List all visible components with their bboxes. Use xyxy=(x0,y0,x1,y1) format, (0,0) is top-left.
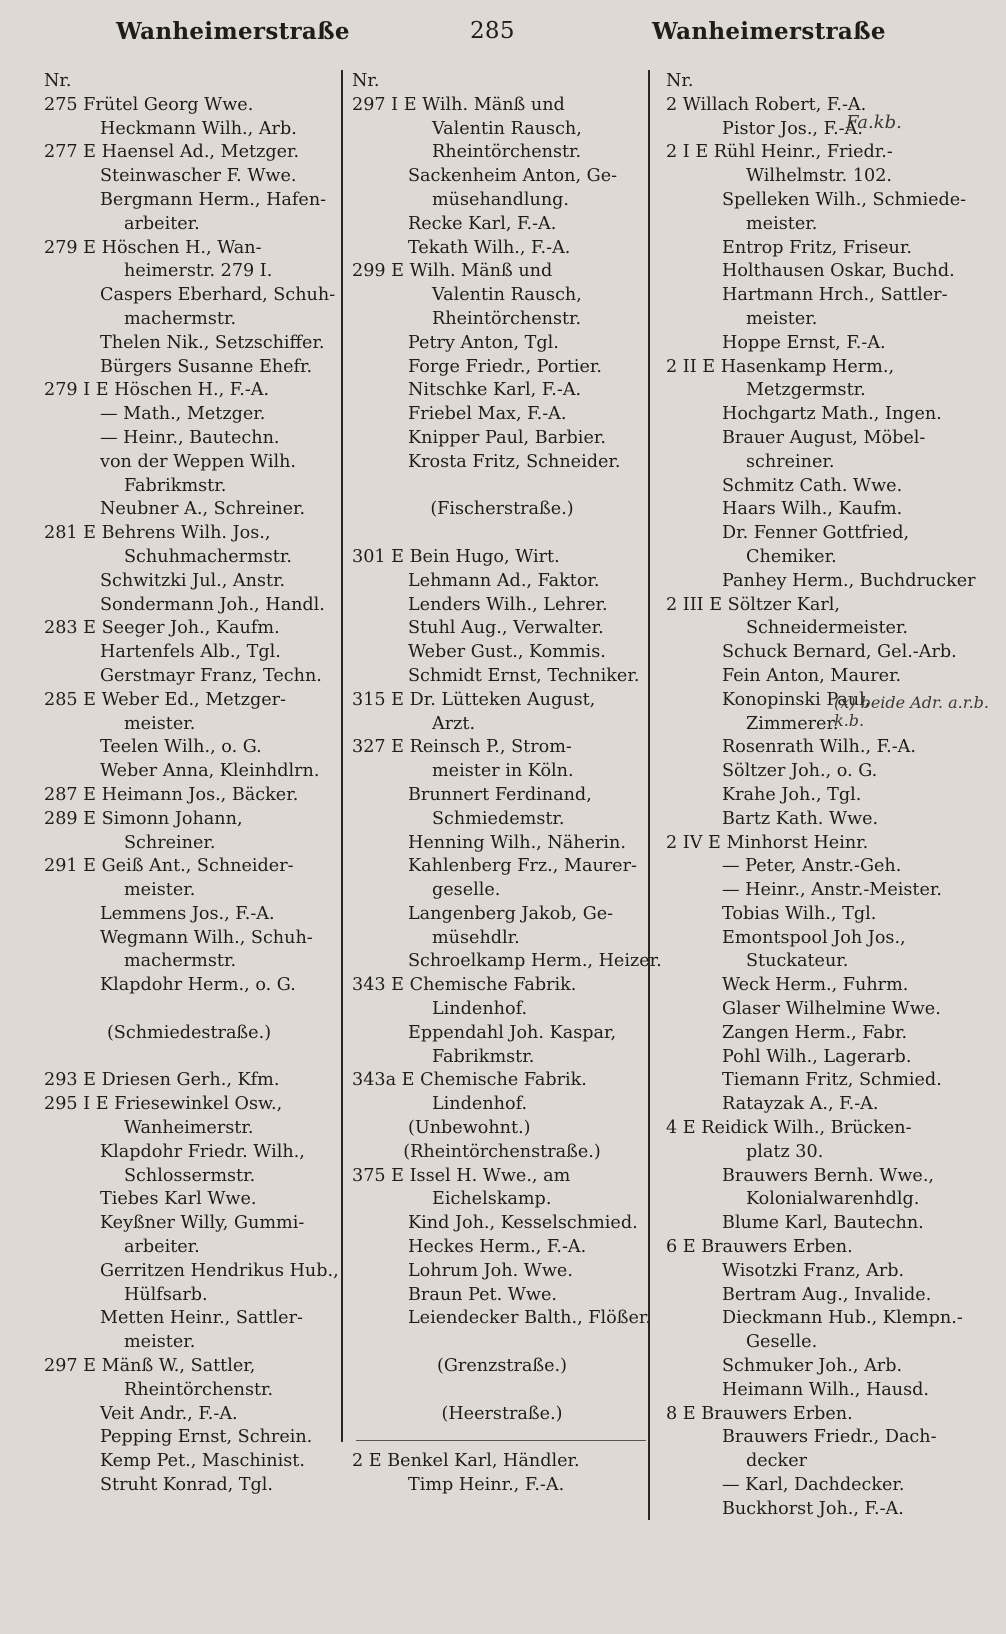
directory-line: Dieckmann Hub., Klempn.- xyxy=(722,1308,963,1329)
directory-line: Zimmerer. xyxy=(746,713,839,734)
directory-line: Rosenrath Wilh., F.-A. xyxy=(722,737,916,758)
directory-line: Hülfsarb. xyxy=(124,1284,208,1305)
directory-line: Fabrikmstr. xyxy=(432,1046,535,1067)
directory-line: Kolonialwarenhdlg. xyxy=(746,1189,920,1210)
directory-line: Arzt. xyxy=(432,713,476,734)
street-section-heading: (Grenzstraße.) xyxy=(437,1356,567,1377)
directory-line: machermstr. xyxy=(124,951,237,972)
directory-line: geselle. xyxy=(432,880,501,901)
directory-line: Struht Konrad, Tgl. xyxy=(100,1475,274,1496)
directory-line: Weck Herm., Fuhrm. xyxy=(722,975,909,996)
directory-line: Henning Wilh., Näherin. xyxy=(408,832,626,853)
directory-line: 8 E Brauwers Erben. xyxy=(666,1403,853,1424)
header-street-left: Wanheimerstraße xyxy=(116,18,350,45)
directory-line: Schroelkamp Herm., Heizer. xyxy=(408,951,662,972)
directory-line: Söltzer Joh., o. G. xyxy=(722,761,878,782)
spacer xyxy=(352,1379,652,1403)
directory-line: 291 E Geiß Ant., Schneider- xyxy=(44,856,294,877)
column-divider-1 xyxy=(341,70,343,1442)
directory-line: Chemiker. xyxy=(746,546,837,567)
directory-line: Friebel Max, F.-A. xyxy=(408,404,567,425)
directory-line: Fabrikmstr. xyxy=(124,475,227,496)
directory-line: meister. xyxy=(124,1332,196,1353)
directory-line: Rheintörchenstr. xyxy=(432,308,582,329)
directory-line: (Unbewohnt.) xyxy=(408,1118,531,1139)
directory-line: 2 Willach Robert, F.-A. xyxy=(666,94,867,115)
directory-line: 299 E Wilh. Mänß und xyxy=(352,261,553,282)
directory-line: meister in Köln. xyxy=(432,761,574,782)
directory-line: Bergmann Herm., Hafen- xyxy=(100,189,327,210)
directory-line: Fein Anton, Maurer. xyxy=(722,665,902,686)
directory-line: 4 E Reidick Wilh., Brücken- xyxy=(666,1118,912,1139)
directory-line: Veit Andr., F.-A. xyxy=(100,1403,238,1424)
directory-line: meister. xyxy=(746,213,818,234)
directory-line: Buckhorst Joh., F.-A. xyxy=(722,1498,904,1519)
spacer xyxy=(352,1331,652,1355)
directory-line: Braun Pet. Wwe. xyxy=(408,1284,557,1305)
directory-line: Entrop Fritz, Friseur. xyxy=(722,237,912,258)
directory-line: Neubner A., Schreiner. xyxy=(100,499,306,520)
directory-line: Metzgermstr. xyxy=(746,380,866,401)
directory-line: Steinwascher F. Wwe. xyxy=(100,166,297,187)
directory-line: Blume Karl, Bautechn. xyxy=(722,1213,924,1234)
directory-line: 295 I E Friesewinkel Osw., xyxy=(44,1094,283,1115)
directory-line: 279 I E Höschen H., F.-A. xyxy=(44,380,270,401)
directory-line: Wanheimerstr. xyxy=(124,1118,254,1139)
directory-line: Valentin Rausch, xyxy=(432,285,582,306)
directory-line: Stuhl Aug., Verwalter. xyxy=(408,618,604,639)
directory-line: Schuhmachermstr. xyxy=(124,546,292,567)
directory-line: heimerstr. 279 I. xyxy=(124,261,273,282)
directory-line: Ratayzak A., F.-A. xyxy=(722,1094,879,1115)
directory-line: Klapdohr Friedr. Wilh., xyxy=(100,1141,305,1162)
spacer xyxy=(44,1046,334,1070)
handwritten-note-konopinski: (x) beide Adr. a.r.b. k.b. xyxy=(834,693,990,730)
directory-line: Petry Anton, Tgl. xyxy=(408,332,559,353)
directory-line: — Math., Metzger. xyxy=(100,404,266,425)
directory-line: Sondermann Joh., Handl. xyxy=(100,594,325,615)
directory-line: 327 E Reinsch P., Strom- xyxy=(352,737,572,758)
street-section-heading: (Heerstraße.) xyxy=(441,1403,563,1424)
directory-line: 287 E Heimann Jos., Bäcker. xyxy=(44,784,299,805)
directory-line: 315 E Dr. Lütteken August, xyxy=(352,689,596,710)
directory-line: 2 I E Rühl Heinr., Friedr.- xyxy=(666,142,893,163)
directory-line: Pepping Ernst, Schrein. xyxy=(100,1427,313,1448)
directory-line: Heckmann Wilh., Arb. xyxy=(100,118,297,139)
directory-line: 285 E Weber Ed., Metzger- xyxy=(44,689,287,710)
directory-line: Kemp Pet., Maschinist. xyxy=(100,1451,305,1472)
directory-line: Pohl Wilh., Lagerarb. xyxy=(722,1046,912,1067)
directory-line: Bürgers Susanne Ehefr. xyxy=(100,356,313,377)
directory-line: Konopinski Paul, xyxy=(722,689,871,710)
directory-line: 2 II E Hasenkamp Herm., xyxy=(666,356,895,377)
street-section-heading: (Fischerstraße.) xyxy=(430,499,574,520)
directory-line: Tiemann Fritz, Schmied. xyxy=(722,1070,942,1091)
directory-line: Bartz Kath. Wwe. xyxy=(722,808,879,829)
directory-line: Krahe Joh., Tgl. xyxy=(722,784,862,805)
directory-line: Emontspool Joh Jos., xyxy=(722,927,906,948)
directory-line: Rheintörchenstr. xyxy=(432,142,582,163)
directory-line: Hochgartz Math., Ingen. xyxy=(722,404,942,425)
directory-line: Weber Anna, Kleinhdlrn. xyxy=(100,761,320,782)
directory-line: müsehandlung. xyxy=(432,189,570,210)
directory-line: Brauwers Friedr., Dach- xyxy=(722,1427,937,1448)
directory-line: Schmuker Joh., Arb. xyxy=(722,1356,903,1377)
directory-line: Glaser Wilhelmine Wwe. xyxy=(722,999,941,1020)
directory-line: Stuckateur. xyxy=(746,951,849,972)
column-1 xyxy=(44,70,339,1498)
directory-line: Nr. xyxy=(44,71,72,91)
directory-line: Brunnert Ferdinand, xyxy=(408,784,592,805)
directory-line: Rheintörchenstr. xyxy=(124,1379,274,1400)
directory-line: Hartenfels Alb., Tgl. xyxy=(100,642,281,663)
directory-line: Keyßner Willy, Gummi- xyxy=(100,1213,305,1234)
directory-line: Panhey Herm., Buchdrucker xyxy=(722,570,976,591)
directory-line: Forge Friedr., Portier. xyxy=(408,356,602,377)
directory-line: Nr. xyxy=(352,71,380,91)
page-number: 285 xyxy=(470,18,515,44)
directory-line: Pistor Jos., F.-A. xyxy=(722,118,863,139)
directory-line: 293 E Driesen Gerh., Kfm. xyxy=(44,1070,280,1091)
directory-line: Caspers Eberhard, Schuh- xyxy=(100,285,336,306)
header-street-right: Wanheimerstraße xyxy=(652,18,886,45)
directory-line: Weber Gust., Kommis. xyxy=(408,642,606,663)
directory-line: Wilhelmstr. 102. xyxy=(746,166,893,187)
directory-line: Wisotzki Franz, Arb. xyxy=(722,1260,905,1281)
directory-line: Knipper Paul, Barbier. xyxy=(408,427,606,448)
directory-line: meister. xyxy=(124,880,196,901)
directory-line: Eichelskamp. xyxy=(432,1189,552,1210)
spacer xyxy=(352,475,652,499)
directory-line: 2 IV E Minhorst Heinr. xyxy=(666,832,869,853)
spacer xyxy=(44,998,334,1022)
handwritten-note-pistor: Fa.kb. xyxy=(846,112,902,133)
directory-line: Krosta Fritz, Schneider. xyxy=(408,451,621,472)
directory-line: Tobias Wilh., Tgl. xyxy=(722,903,877,924)
column-3 xyxy=(666,70,996,1522)
directory-line: Nr. xyxy=(666,71,694,91)
directory-line: Lemmens Jos., F.-A. xyxy=(100,903,275,924)
directory-line: arbeiter. xyxy=(124,213,200,234)
directory-line: Geselle. xyxy=(746,1332,818,1353)
directory-line: meister. xyxy=(124,713,196,734)
directory-line: 279 E Höschen H., Wan- xyxy=(44,237,262,258)
directory-line: Bertram Aug., Invalide. xyxy=(722,1284,932,1305)
directory-line: 275 Frütel Georg Wwe. xyxy=(44,94,254,115)
directory-line: Schneidermeister. xyxy=(746,618,908,639)
directory-line: Tiebes Karl Wwe. xyxy=(100,1189,257,1210)
directory-line: — Heinr., Anstr.-Meister. xyxy=(722,880,942,901)
directory-line: Lenders Wilh., Lehrer. xyxy=(408,594,608,615)
directory-line: Kind Joh., Kesselschmied. xyxy=(408,1213,638,1234)
directory-line: Eppendahl Joh. Kaspar, xyxy=(408,1022,617,1043)
directory-line: Schmitz Cath. Wwe. xyxy=(722,475,903,496)
directory-line: Langenberg Jakob, Ge- xyxy=(408,903,614,924)
directory-line: — Peter, Anstr.-Geh. xyxy=(722,856,902,877)
directory-line: Lindenhof. xyxy=(432,1094,528,1115)
directory-line: 289 E Simonn Johann, xyxy=(44,808,243,829)
directory-line: Metten Heinr., Sattler- xyxy=(100,1308,303,1329)
directory-line: Schmiedemstr. xyxy=(432,808,565,829)
column-2 xyxy=(352,70,662,1498)
directory-line: Valentin Rausch, xyxy=(432,118,582,139)
directory-line: Lohrum Joh. Wwe. xyxy=(408,1260,573,1281)
directory-line: arbeiter. xyxy=(124,1237,200,1258)
directory-line: 283 E Seeger Joh., Kaufm. xyxy=(44,618,280,639)
directory-line: 6 E Brauwers Erben. xyxy=(666,1237,853,1258)
spacer xyxy=(352,1426,652,1450)
directory-line: machermstr. xyxy=(124,308,237,329)
directory-line: Brauer August, Möbel- xyxy=(722,427,926,448)
directory-line: Leiendecker Balth., Flößer. xyxy=(408,1308,651,1329)
directory-line: Lehmann Ad., Faktor. xyxy=(408,570,600,591)
directory-line: schreiner. xyxy=(746,451,835,472)
directory-line: Recke Karl, F.-A. xyxy=(408,213,557,234)
directory-line: Spelleken Wilh., Schmiede- xyxy=(722,189,967,210)
directory-line: Schmidt Ernst, Techniker. xyxy=(408,665,640,686)
street-section-heading: (Rheintörchenstraße.) xyxy=(403,1141,601,1162)
directory-line: 301 E Bein Hugo, Wirt. xyxy=(352,546,560,567)
directory-line: — Karl, Dachdecker. xyxy=(722,1475,905,1496)
directory-line: Schreiner. xyxy=(124,832,216,853)
spacer xyxy=(352,522,652,546)
directory-line: Dr. Fenner Gottfried, xyxy=(722,523,910,544)
street-section-heading: (Schmiedestraße.) xyxy=(106,1022,272,1043)
directory-line: Thelen Nik., Setzschiffer. xyxy=(100,332,325,353)
directory-line: Brauwers Bernh. Wwe., xyxy=(722,1165,935,1186)
directory-line: Tekath Wilh., F.-A. xyxy=(408,237,571,258)
directory-line: Heimann Wilh., Hausd. xyxy=(722,1379,929,1400)
directory-line: Nitschke Karl, F.-A. xyxy=(408,380,582,401)
directory-line: Schlossermstr. xyxy=(124,1165,256,1186)
directory-line: Holthausen Oskar, Buchd. xyxy=(722,261,955,282)
directory-line: Hartmann Hrch., Sattler- xyxy=(722,285,948,306)
directory-line: Klapdohr Herm., o. G. xyxy=(100,975,296,996)
directory-line: 297 E Mänß W., Sattler, xyxy=(44,1356,256,1377)
directory-line: müsehdlr. xyxy=(432,927,520,948)
directory-line: 297 I E Wilh. Mänß und xyxy=(352,94,565,115)
directory-line: platz 30. xyxy=(746,1141,824,1162)
directory-line: decker xyxy=(746,1451,808,1472)
directory-line: Sackenheim Anton, Ge- xyxy=(408,166,618,187)
directory-line: Teelen Wilh., o. G. xyxy=(100,737,262,758)
directory-line: Zangen Herm., Fabr. xyxy=(722,1022,908,1043)
directory-line: 2 III E Söltzer Karl, xyxy=(666,594,840,615)
directory-line: 375 E Issel H. Wwe., am xyxy=(352,1165,571,1186)
directory-line: 277 E Haensel Ad., Metzger. xyxy=(44,142,300,163)
directory-line: 343a E Chemische Fabrik. xyxy=(352,1070,587,1091)
directory-line: Timp Heinr., F.-A. xyxy=(408,1475,565,1496)
directory-line: Schwitzki Jul., Anstr. xyxy=(100,570,286,591)
directory-line: meister. xyxy=(746,308,818,329)
directory-line: Lindenhof. xyxy=(432,999,528,1020)
directory-line: Schuck Bernard, Gel.-Arb. xyxy=(722,642,957,663)
directory-line: Wegmann Wilh., Schuh- xyxy=(100,927,313,948)
directory-line: Gerstmayr Franz, Techn. xyxy=(100,665,322,686)
directory-line: 2 E Benkel Karl, Händler. xyxy=(352,1451,580,1472)
directory-line: von der Weppen Wilh. xyxy=(100,451,297,472)
directory-line: 343 E Chemische Fabrik. xyxy=(352,975,577,996)
directory-line: Heckes Herm., F.-A. xyxy=(408,1237,587,1258)
directory-line: Gerritzen Hendrikus Hub., xyxy=(100,1260,339,1281)
directory-line: Hoppe Ernst, F.-A. xyxy=(722,332,886,353)
directory-line: 281 E Behrens Wilh. Jos., xyxy=(44,523,271,544)
directory-line: Kahlenberg Frz., Maurer- xyxy=(408,856,637,877)
directory-line: Haars Wilh., Kaufm. xyxy=(722,499,903,520)
directory-line: — Heinr., Bautechn. xyxy=(100,427,280,448)
